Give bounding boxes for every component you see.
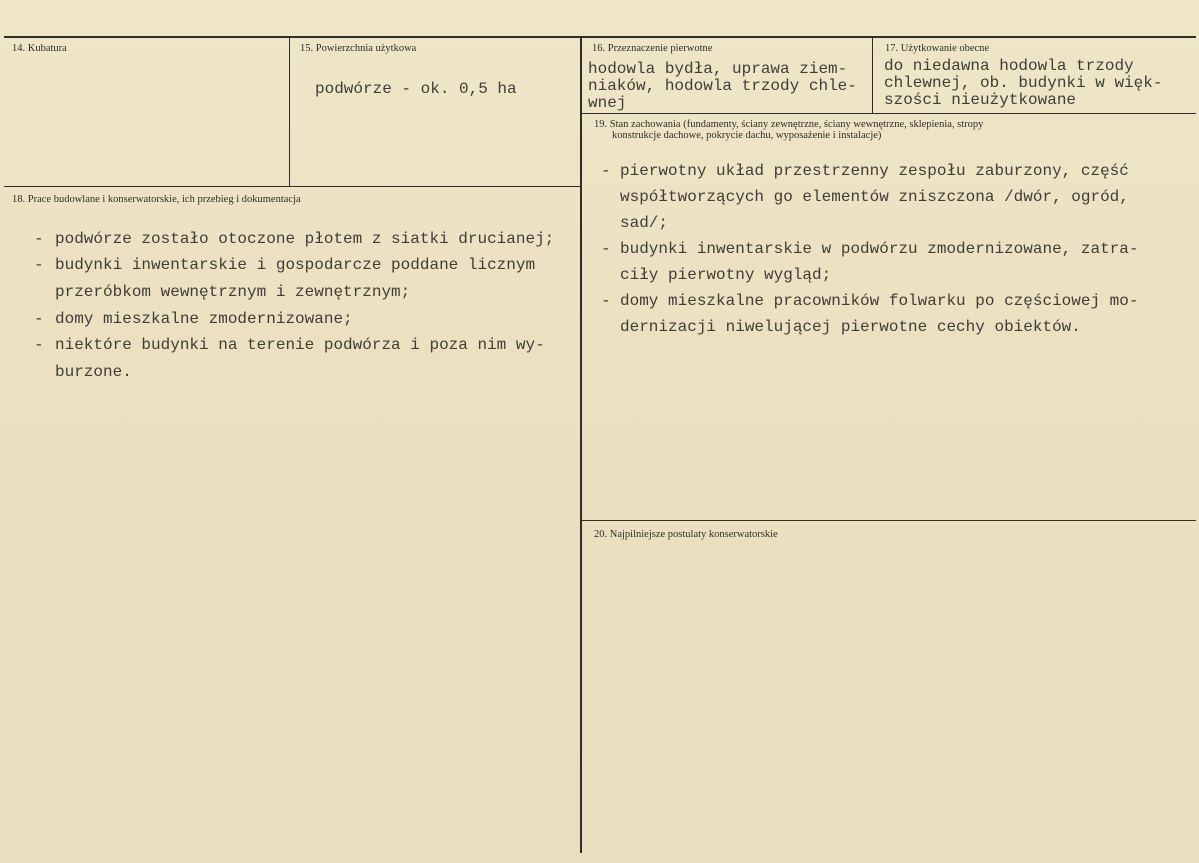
field-18-item-4-line-2: burzone. <box>55 363 132 381</box>
field-17-line-1: do niedawna hodowla trzody <box>884 57 1134 75</box>
field-14-label: 14. Kubatura <box>12 43 67 54</box>
field-20-label: 20. Najpilniejsze postulaty konserwatorskie <box>594 529 778 540</box>
field-17-label: 17. Użytkowanie obecne <box>885 43 990 54</box>
field-18-item-1-line-1: podwórze zostało otoczone płotem z siatki drucianej; <box>55 230 555 248</box>
field-19-label-line-2: konstrukcje dachowe, pokrycie dachu, wyposażenie i instalacje) <box>612 130 882 141</box>
divider-14-15 <box>289 38 290 186</box>
field-19-item-1-line-1: pierwotny układ przestrzenny zespołu zaburzony, część <box>620 162 1129 180</box>
field-18-label: 18. Prace budowlane i konserwatorskie, ich przebieg i dokumentacja <box>12 194 301 205</box>
field-19-item-3-line-1: domy mieszkalne pracowników folwarku po częściowej mo- <box>620 292 1139 310</box>
field-19-item-1-line-3: sad/; <box>620 214 669 232</box>
field-19-item-2-line-1: budynki inwentarskie w podwórzu zmodernizowane, zatra- <box>620 240 1139 258</box>
rule-above-20 <box>581 520 1196 521</box>
rule-below-16-17 <box>581 113 1196 114</box>
field-19-item-2-dash: - <box>601 240 611 258</box>
field-19-label-line-1: 19. Stan zachowania (fundamenty, ściany zewnętrzne, ściany wewnętrzne, sklepienia, stropy <box>594 119 984 130</box>
divider-16-17 <box>872 38 873 113</box>
field-18-item-2-dash: - <box>34 256 44 274</box>
field-18-item-1-dash: - <box>34 230 44 248</box>
field-16-label: 16. Przeznaczenie pierwotne <box>592 43 713 54</box>
main-vertical-divider <box>580 38 582 853</box>
field-16-line-3: wnej <box>588 94 627 112</box>
field-18-item-2-line-1: budynki inwentarskie i gospodarcze poddane licznym <box>55 256 536 274</box>
field-17-line-3: szości nieużytkowane <box>884 91 1077 109</box>
field-18-item-3-line-1: domy mieszkalne zmodernizowane; <box>55 310 353 328</box>
field-19-item-2-line-2: ciły pierwotny wygląd; <box>620 266 832 284</box>
field-15-value: podwórze - ok. 0,5 ha <box>315 80 517 98</box>
field-16-line-1: hodowla bydła, uprawa ziem- <box>588 60 848 78</box>
field-15-label: 15. Powierzchnia użytkowa <box>300 43 417 54</box>
field-19-item-1-line-2: współtworzących go elementów zniszczona /dwór, ogród, <box>620 188 1129 206</box>
field-17-line-2: chlewnej, ob. budynki w więk- <box>884 74 1163 92</box>
field-18-item-4-line-1: niektóre budynki na terenie podwórza i poza nim wy- <box>55 336 545 354</box>
rule-above-18 <box>4 186 581 187</box>
field-19-item-3-line-2: dernizacji niwelującej pierwotne cechy obiektów. <box>620 318 1081 336</box>
field-18-item-4-dash: - <box>34 336 44 354</box>
field-16-line-2: niaków, hodowla trzody chle- <box>588 77 857 95</box>
field-19-item-3-dash: - <box>601 292 611 310</box>
field-18-item-2-line-2: przeróbkom wewnętrznym i zewnętrznym; <box>55 283 411 301</box>
top-rule <box>4 36 1196 38</box>
field-18-item-3-dash: - <box>34 310 44 328</box>
field-19-item-1-dash: - <box>601 162 611 180</box>
